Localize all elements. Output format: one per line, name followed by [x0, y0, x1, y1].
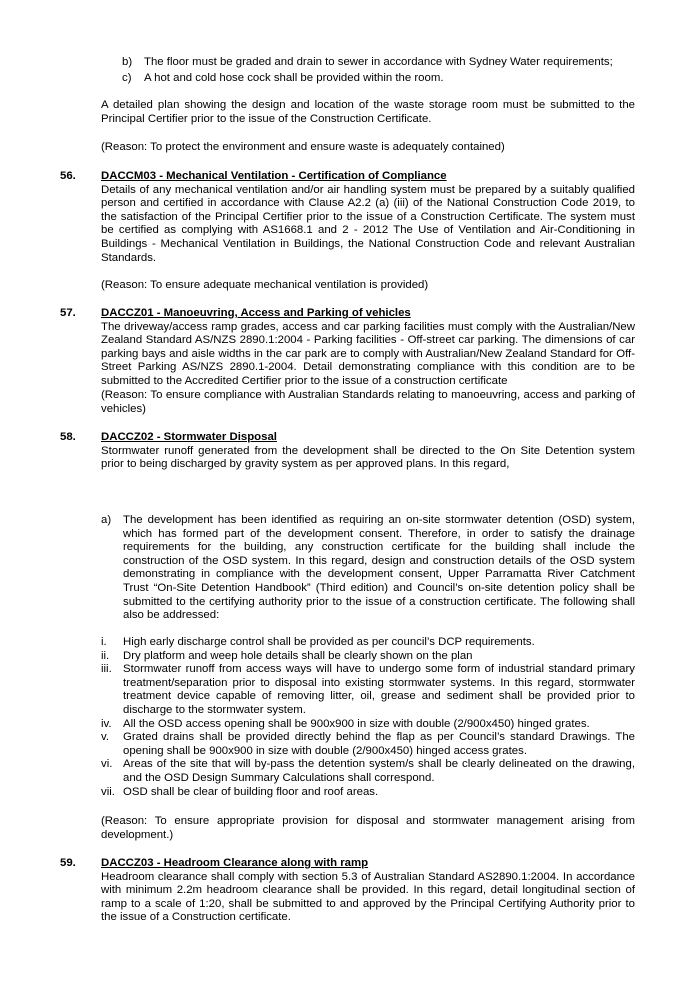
- condition-heading: DACCZ03 - Headroom Clearance along with ramp: [101, 857, 369, 869]
- condition-body: The driveway/access ramp grades, access and car parking facilities must comply with the Australian/New Zealand Standard AS/NZS 2890.1:2004 - Parking facilities - Off-street car parking. The dimensions of car parking bays and aisle widths in the car park are to comply with Australian/New Zealand Standard for Off-Street Parking AS/NZS 2890.1-2004. Detail demonstrating compliance with this condition are to be submitted to the Accredited Certifier prior to the issue of a construction certificate: [101, 320, 635, 387]
- list-item: [101, 650, 635, 664]
- intro-list: [122, 56, 636, 85]
- list-marker: i.: [101, 636, 107, 648]
- list-marker: vii.: [101, 785, 115, 798]
- condition-heading: DACCZ01 - Manoeuvring, Access and Parking of vehicles: [101, 307, 411, 319]
- condition-59: [101, 857, 635, 925]
- condition-56: [101, 170, 635, 265]
- list-marker: a): [101, 514, 112, 526]
- list-text: The development has been identified as requiring an on-site stormwater detention (OSD) system, which has formed part of the development consent. Therefore, in order to satisfy the drainage requirements for the building, any construction certificate for the building shall include the construction of the OSD system. In this regard, design and construction details of the OSD system demonstrating in compliance with the development consent, Upper Parramatta River Catchment Trust “On-Site Detention Handbook” (Third edition) and Council’s on-site detention policy shall be submitted to the certifying authority prior to the issue of a construction certificate. The following shall also be addressed:: [123, 514, 635, 622]
- list-marker: b): [122, 56, 133, 68]
- list-marker: iv.: [101, 717, 112, 730]
- sub-item-a: [101, 514, 635, 623]
- list-text: All the OSD access opening shall be 900x900 in size with double (2/900x450) hinged grates.: [123, 717, 590, 730]
- condition-reason: (Reason: To ensure appropriate provision for disposal and stormwater management arising from development.): [101, 815, 635, 841]
- list-marker: ii.: [101, 649, 110, 662]
- list-text: Areas of the site that will by-pass the detention system/s shall be clearly delineated on the drawing, and the OSD Design Summary Calculations shall correspond.: [123, 758, 635, 784]
- list-item: [101, 786, 635, 800]
- list-item: [101, 758, 635, 785]
- condition-heading: DACCZ02 - Stormwater Disposal: [101, 431, 277, 443]
- condition-reason: (Reason: To ensure compliance with Australian Standards relating to manoeuvring, access and parking of vehicles): [101, 389, 635, 415]
- list-marker: iii.: [101, 663, 112, 676]
- condition-heading: DACCM03 - Mechanical Ventilation - Certification of Compliance: [101, 170, 447, 182]
- condition-body: Headroom clearance shall comply with section 5.3 of Australian Standard AS2890.1:2004. In accordance with minimum 2.2m headroom clearance shall be provided. In this regard, detail longitudinal section of ramp to a scale of 1:20, shall be submitted to and approved by the Principal Certifying Authority prior to the issue of a Construction certificate.: [101, 870, 635, 924]
- list-text: Dry platform and weep hole details shall be clearly shown on the plan: [123, 649, 473, 662]
- list-item: [101, 663, 635, 717]
- intro-reason: (Reason: To protect the environment and ensure waste is adequately contained): [101, 141, 505, 153]
- condition-57: [101, 307, 635, 389]
- condition-number: 58.: [60, 431, 76, 443]
- list-text: Grated drains shall be provided directly behind the flap as per Council’s standard Drawings. The opening shall be 900x900 in size with double (2/900x450) hinged access grates.: [123, 731, 635, 757]
- list-marker: vi.: [101, 758, 113, 771]
- list-item: [101, 718, 635, 732]
- condition-body: Stormwater runoff generated from the development shall be directed to the On Site Detention system prior to being discharged by gravity system as per approved plans. In this regard,: [101, 444, 635, 471]
- condition-number: 57.: [60, 307, 76, 319]
- condition-body: Details of any mechanical ventilation and/or air handling system must be prepared by a suitably qualified person and certified in accordance with Clause A2.2 (a) (iii) of the National Construction Code 2019, to the satisfaction of the Principal Certifier prior to the issue of a Construction Certificate. The system must be certified as complying with AS1668.1 and 2 - 2012 The Use of Ventilation and Air-Conditioning in Buildings - Mechanical Ventilation in Buildings, the National Construction Code and relevant Australian Standards.: [101, 183, 635, 264]
- list-item: [122, 56, 636, 70]
- list-item: [122, 72, 636, 86]
- condition-number: 59.: [60, 857, 76, 869]
- list-text: OSD shall be clear of building floor and roof areas.: [123, 785, 379, 798]
- list-marker: v.: [101, 731, 110, 744]
- list-marker: c): [122, 71, 132, 84]
- list-item: [101, 731, 635, 758]
- list-text: The floor must be graded and drain to sewer in accordance with Sydney Water requirements;: [144, 56, 613, 68]
- list-item: [101, 636, 635, 650]
- list-text: High early discharge control shall be provided as per council’s DCP requirements.: [123, 636, 535, 648]
- list-text: Stormwater runoff from access ways will have to undergo some form of industrial standard primary treatment/separation prior to disposal into existing stormwater systems. In this regard, stormwater treatment device capable of removing litter, oil, grease and sediment shall be provided prior to discharge to the stormwater system.: [123, 663, 635, 716]
- list-item: [101, 514, 635, 623]
- condition-58: [101, 431, 635, 472]
- intro-paragraph: A detailed plan showing the design and location of the waste storage room must be submitted to the Principal Certifier prior to the issue of the Construction Certificate.: [101, 99, 635, 125]
- list-text: A hot and cold hose cock shall be provided within the room.: [144, 71, 444, 84]
- condition-reason: (Reason: To ensure adequate mechanical ventilation is provided): [101, 279, 429, 291]
- roman-list: [101, 636, 635, 799]
- condition-number: 56.: [60, 170, 76, 182]
